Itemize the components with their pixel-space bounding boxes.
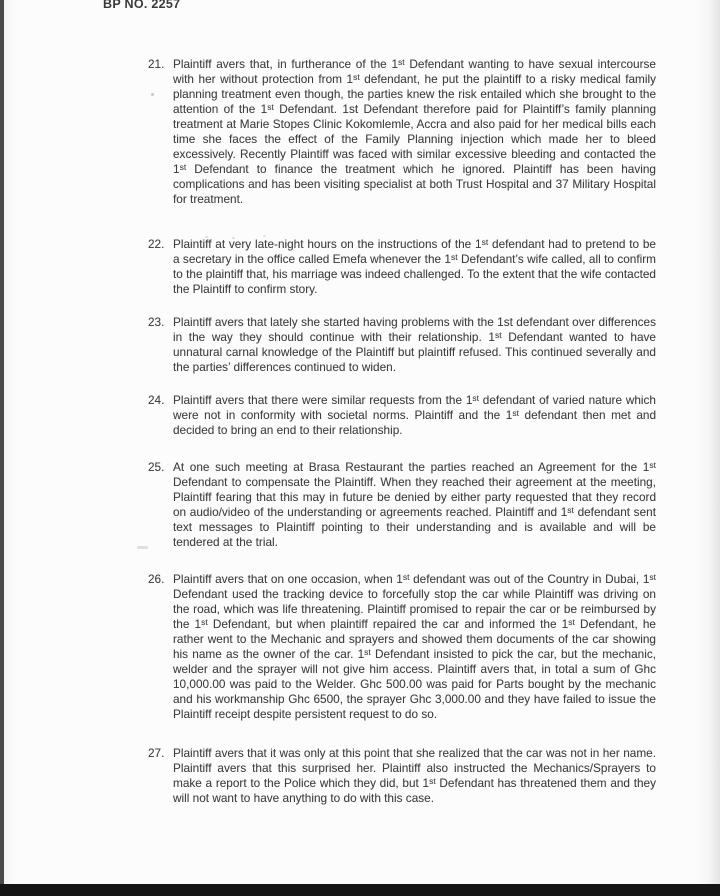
paragraph-27	[148, 746, 656, 806]
paragraph-24	[148, 393, 656, 438]
paragraph-number: 23.	[148, 315, 165, 329]
paragraph-text: Plaintiff avers that it was only at this point that she realized that the car was not in her name. Plaintiff avers that this surprised her. Plaintiff also instructed the Mechanics/Sprayers to make a report to the Police which they did, but 1st Defendant has threatened them and they will not want to have anything to do with this case.	[173, 746, 656, 805]
paragraph-23	[148, 315, 656, 375]
paragraph-text: At one such meeting at Brasa Restaurant the parties reached an Agreement for the 1st Defendant to compensate the Plaintiff. When they reached their agreement at the meeting, Plaintiff fearing that this may in future be denied by either party requested that they record on audio/video of the understanding or agreements reached. Plaintiff and 1st defendant sent text messages to Plaintiff pointing to their understanding and is available and will be tendered at the trial.	[173, 459, 656, 549]
paragraph-text: Plaintiff at very late-night hours on the instructions of the 1st defendant had to pretend to be a secretary in the office called Emefa whenever the 1st Defendant’s wife called, all to confirm to the plaintiff that, his marriage was indeed challenged. To the extent that the wife contacted the Plaintiff to confirm story.	[173, 236, 656, 296]
paragraph-number: 24.	[148, 393, 165, 407]
scan-artifact-dash	[137, 546, 148, 549]
paragraph-21	[148, 57, 656, 207]
paragraph-26	[148, 572, 656, 722]
pleading-paragraphs	[148, 57, 656, 824]
paragraph-text: Plaintiff avers that lately she started having problems with the 1st defendant over differences in the way they should continue with their relationship. 1st Defendant wanted to have unnatural carnal knowledge of the Plaintiff but plaintiff refused. This continued severally and the parties’ differences continued to widen.	[173, 315, 656, 374]
scan-right-edge-shadow	[708, 0, 720, 896]
bp-number-header: BP NO. 2257	[103, 0, 181, 11]
scan-bottom-edge	[0, 884, 720, 896]
paragraph-text: Plaintiff avers that there were similar requests from the 1st defendant of varied nature which were not in conformity with societal norms. Plaintiff and the 1st defendant then met and decided to bring an end to their relationship.	[173, 392, 657, 437]
paragraph-text: Plaintiff avers that on one occasion, when 1st defendant was out of the Country in Dubai, 1st Defendant used the tracking device to forcefully stop the car while Plaintiff was driving on the road, which was life threatening. Plaintiff promised to repair the car or be reimbursed by the 1st Defendant, but when plaintiff repaired the car and informed the 1st Defendant, he rather went to the Mechanic and sprayers and showed them documents of the car showing his name as the owner of the car. 1st Defendant insisted to pick the car, but the mechanic, welder and the sprayer will not give him access. Plaintiff avers that, in total a sum of Ghc 10,000.00 was paid to the Welder. Ghc 500.00 was paid for Parts bought by the mechanic and his workmanship Ghc 6500, the sprayer Ghc 3,000.00 and they have failed to issue the Plaintiff receipt despite persistent request to do so.	[173, 571, 657, 721]
scan-left-edge	[0, 0, 4, 896]
paragraph-number: 25.	[148, 460, 165, 474]
paragraph-text: Plaintiff avers that, in furtherance of the 1st Defendant wanting to have sexual intercourse with her without protection from 1st defendant, he put the plaintiff to a risky medical family planning treatment even though, the parties knew the risk entailed which she brought to the attention of the 1st Defendant. 1st Defendant therefore paid for Plaintiff’s family planning treatment at Marie Stopes Clinic Kokomlemle, Accra and also paid for her medical bills each time she faces the effect of the Family Planning injection which made her to bleed excessively. Recently Plaintiff was faced with similar excessive bleeding and contacted the 1st Defendant to finance the treatment which he ignored. Plaintiff has been having complications and has been visiting specialist at both Trust Hospital and 37 Military Hospital for treatment.	[173, 56, 657, 206]
paragraph-25	[148, 460, 656, 550]
paragraph-number: 27.	[148, 746, 165, 760]
paragraph-22	[148, 237, 656, 297]
paragraph-number: 22.	[148, 237, 165, 251]
paragraph-number: 26.	[148, 572, 165, 586]
paragraph-number: 21.	[148, 57, 165, 71]
